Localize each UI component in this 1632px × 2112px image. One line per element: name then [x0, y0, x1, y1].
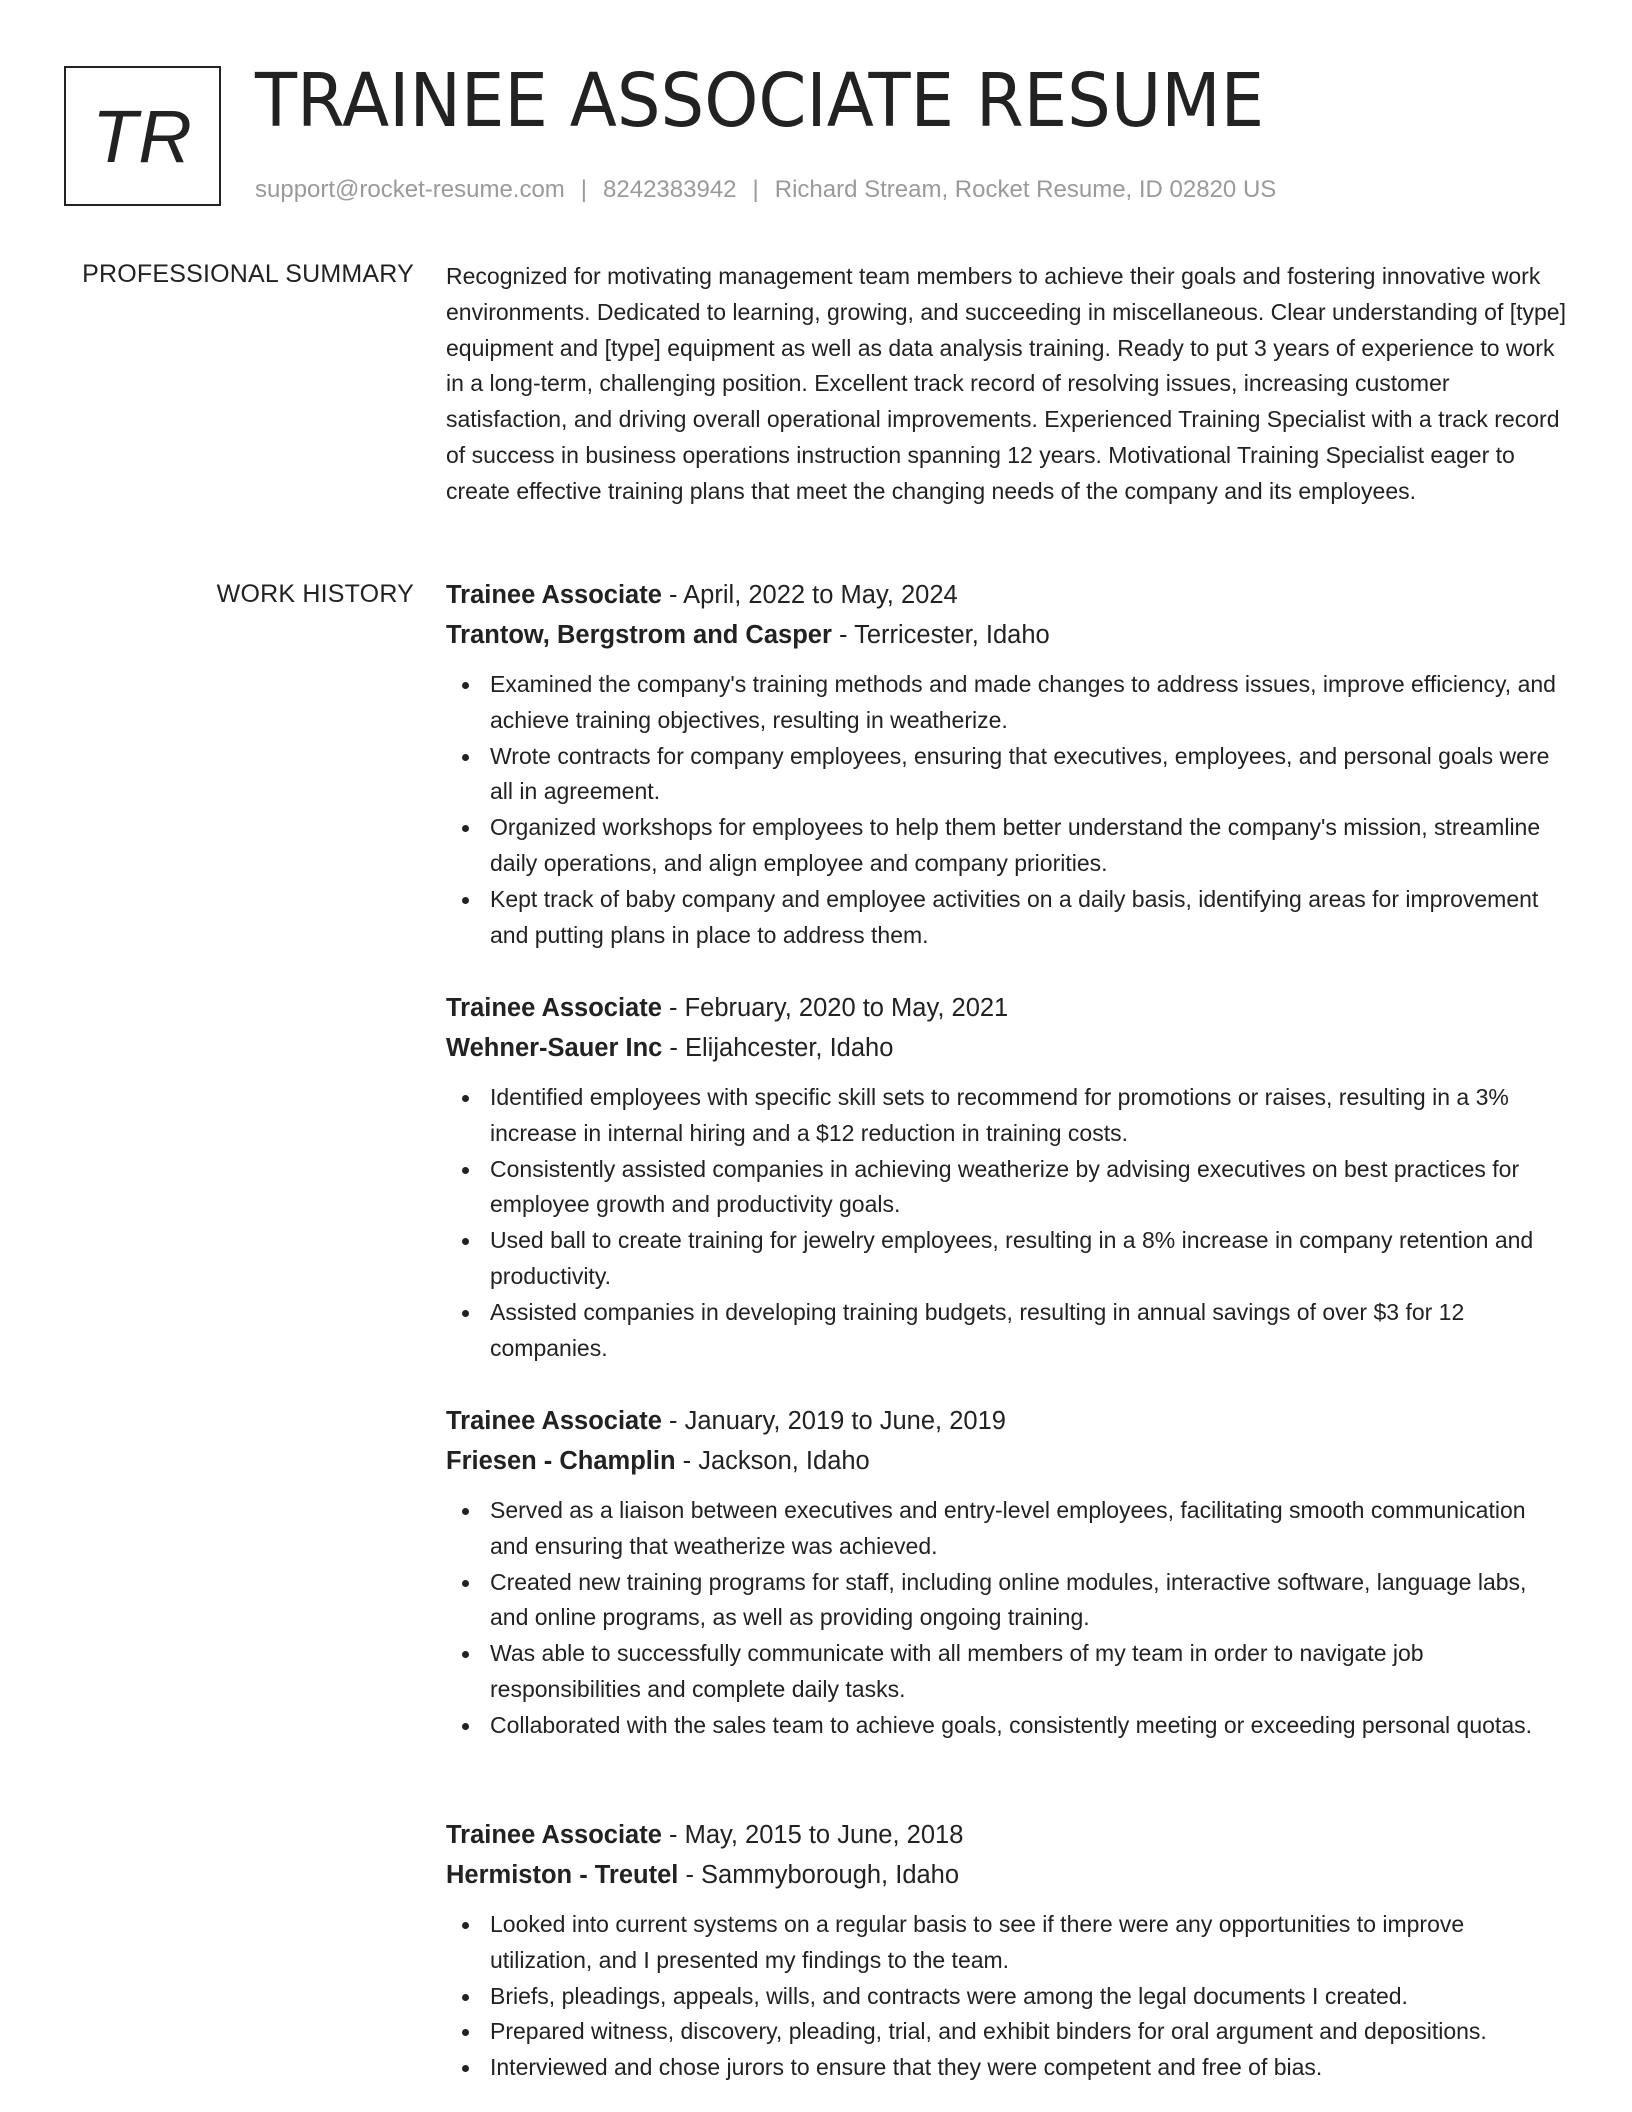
contact-phone: 8242383942 — [603, 176, 737, 203]
job-dates: - February, 2020 to May, 2021 — [661, 994, 1009, 1022]
job-entry — [446, 1815, 1566, 2086]
job-bullets — [446, 1080, 1566, 1366]
job-bullet: Briefs, pleadings, appeals, wills, and contracts were among the legal documents I created. — [490, 1979, 1566, 2015]
section-label-work-history: WORK HISTORY — [216, 580, 414, 608]
section-label-summary: PROFESSIONAL SUMMARY — [82, 260, 414, 288]
contact-line — [255, 174, 1276, 206]
job-bullet: Consistently assisted companies in achieving weatherize by advising executives on best practices for employee growth and productivity goals. — [490, 1152, 1566, 1224]
job-bullet: Kept track of baby company and employee activities on a daily basis, identifying areas for improvement and putting plans in place to address them. — [490, 882, 1566, 954]
job-bullets — [446, 1907, 1566, 2086]
job-title: Trainee Associate — [446, 994, 662, 1022]
job-dates: - April, 2022 to May, 2024 — [661, 581, 958, 609]
job-title: Trainee Associate — [446, 1821, 662, 1849]
summary-section — [446, 259, 1566, 510]
job-company-line — [446, 1855, 1566, 1895]
job-company: Hermiston - Treutel — [446, 1861, 679, 1889]
job-title-line — [446, 575, 1566, 615]
job-company: Trantow, Bergstrom and Casper — [446, 621, 832, 649]
job-location: - Terricester, Idaho — [831, 621, 1050, 649]
job-dates: - May, 2015 to June, 2018 — [661, 1821, 964, 1849]
job-bullets — [446, 667, 1566, 953]
page-title: TRAINEE ASSOCIATE RESUME — [255, 58, 1265, 144]
job-bullet: Prepared witness, discovery, pleading, trial, and exhibit binders for oral argument and depositions. — [490, 2014, 1566, 2050]
contact-address: Richard Stream, Rocket Resume, ID 02820 US — [774, 176, 1277, 203]
job-title: Trainee Associate — [446, 1407, 662, 1435]
contact-email: support@rocket-resume.com — [255, 176, 565, 203]
monogram-logo: TR — [64, 66, 221, 206]
job-location: - Elijahcester, Idaho — [662, 1034, 894, 1062]
job-bullet: Wrote contracts for company employees, ensuring that executives, employees, and personal goals were all in agreement. — [490, 739, 1566, 811]
job-bullet: Organized workshops for employees to help them better understand the company's mission, streamline daily operations, and align employee and company priorities. — [490, 810, 1566, 882]
job-title-line — [446, 988, 1566, 1028]
job-title-line — [446, 1815, 1566, 1855]
job-company-line — [446, 1028, 1566, 1068]
job-bullet: Identified employees with specific skill sets to recommend for promotions or raises, resulting in a 3% increase in internal hiring and a $12 reduction in training costs. — [490, 1080, 1566, 1152]
job-title: Trainee Associate — [446, 581, 662, 609]
job-entry — [446, 575, 1566, 953]
job-entry — [446, 988, 1566, 1366]
summary-text: Recognized for motivating management team members to achieve their goals and fostering innovative work environments. Dedicated to learning, growing, and succeeding in miscellaneous. Clear understanding of [type] equipment and [type] equipment as well as data analysis training. Ready to put 3 years of experience to work in a long-term, challenging position. Excellent track record of resolving issues, increasing customer satisfaction, and driving overall operational improvements. Experienced Training Specialist with a track record of success in business operations instruction spanning 12 years. Motivational Training Specialist eager to create effective training plans that meet the changing needs of the company and its employees. — [446, 263, 1566, 504]
job-bullet: Assisted companies in developing training budgets, resulting in annual savings of over $3 for 12 companies. — [490, 1295, 1566, 1367]
job-bullet: Examined the company's training methods and made changes to address issues, improve efficiency, and achieve training objectives, resulting in weatherize. — [490, 667, 1566, 739]
job-bullets — [446, 1493, 1566, 1744]
contact-separator: | — [752, 176, 759, 203]
job-company-line — [446, 615, 1566, 655]
job-company: Friesen - Champlin — [446, 1447, 676, 1475]
job-dates: - January, 2019 to June, 2019 — [661, 1407, 1006, 1435]
job-bullet: Interviewed and chose jurors to ensure that they were competent and free of bias. — [490, 2050, 1566, 2086]
job-bullet: Was able to successfully communicate with all members of my team in order to navigate job responsibilities and complete daily tasks. — [490, 1636, 1566, 1708]
job-entry — [446, 1401, 1566, 1744]
job-location: - Sammyborough, Idaho — [678, 1861, 960, 1889]
job-bullet: Looked into current systems on a regular basis to see if there were any opportunities to improve utilization, and I presented my findings to the team. — [490, 1907, 1566, 1979]
job-bullet: Served as a liaison between executives and entry-level employees, facilitating smooth communication and ensuring that weatherize was achieved. — [490, 1493, 1566, 1565]
job-location: - Jackson, Idaho — [675, 1447, 870, 1475]
job-company: Wehner-Sauer Inc — [446, 1034, 663, 1062]
job-company-line — [446, 1441, 1566, 1481]
contact-separator: | — [580, 176, 588, 203]
job-bullet: Collaborated with the sales team to achieve goals, consistently meeting or exceeding personal quotas. — [490, 1708, 1566, 1744]
job-title-line — [446, 1401, 1566, 1441]
job-bullet: Used ball to create training for jewelry employees, resulting in a 8% increase in company retention and productivity. — [490, 1223, 1566, 1295]
job-bullet: Created new training programs for staff, including online modules, interactive software, language labs, and online programs, as well as providing ongoing training. — [490, 1565, 1566, 1637]
